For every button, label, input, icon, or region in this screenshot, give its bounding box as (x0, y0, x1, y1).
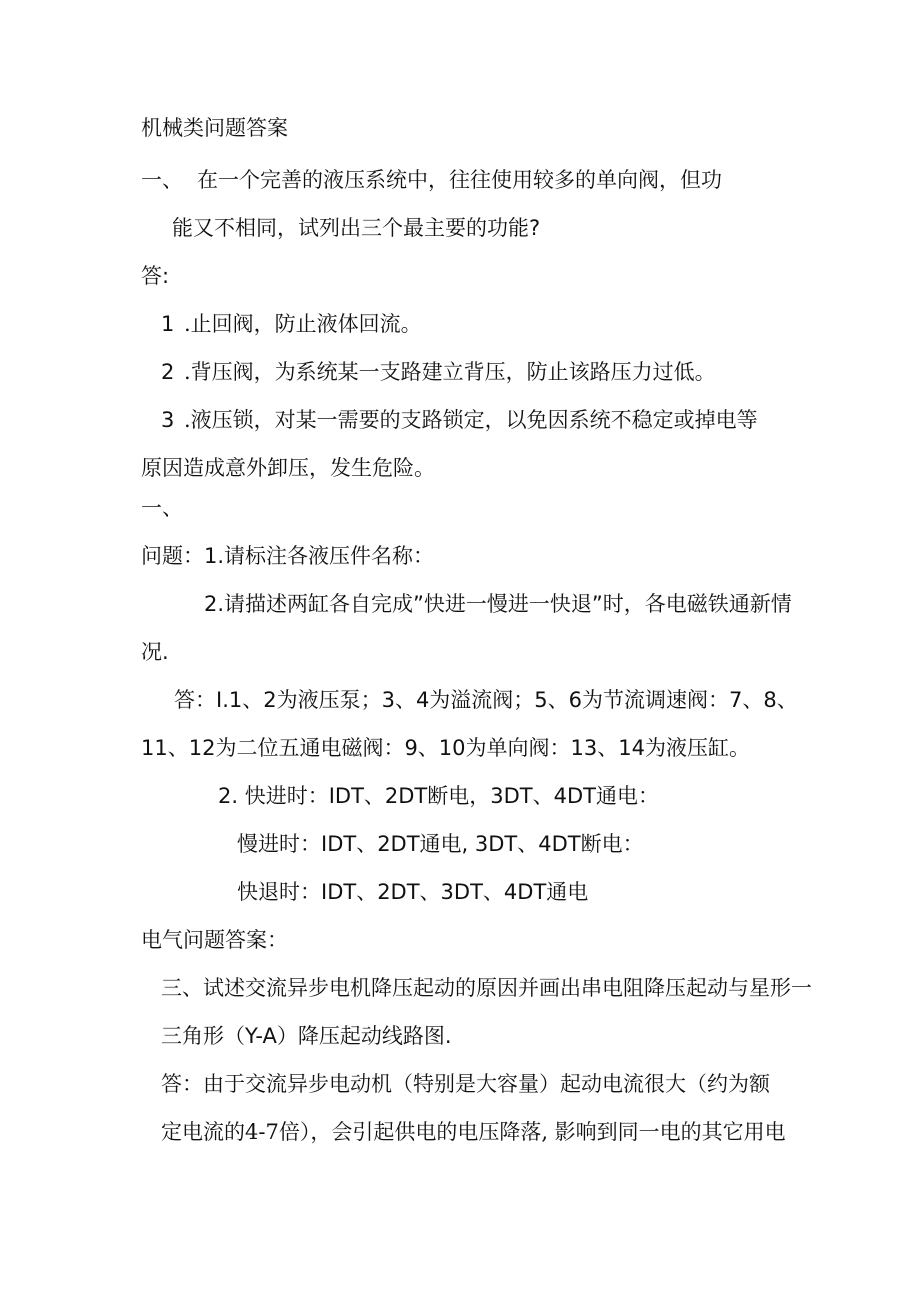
q1-answer-label: 答: (141, 264, 170, 288)
q2-answer-slow-forward: 慢进时：IDT、2DT通电, 3DT、4DT断电： (237, 832, 644, 856)
q1-item3-num: 3 (161, 408, 175, 432)
q1-item3-continuation: 原因造成意外卸压，发生危险。 (141, 456, 435, 480)
q1-item2-num: 2 (161, 360, 175, 384)
q3-answer-line2: 定电流的4-7倍），会引起供电的电压降落, 影响到同一电的其它用电 (161, 1120, 786, 1144)
q1-marker: 一、 (141, 168, 183, 192)
q2-answer-fast-back: 快退时：IDT、2DT、3DT、4DT通电 (237, 880, 589, 904)
q1-item2-text: .背压阀，为系统某一支路建立背压，防止该路压力过低。 (184, 360, 716, 384)
q2-answer-fast-forward: 2. 快进时：IDT、2DT断电，3DT、4DT通电： (218, 784, 659, 808)
mech-section-title: 机械类问题答案 (141, 116, 288, 140)
q2-answer-line2: 11、12为二位五通电磁阀：9、10为单向阀：13、14为液压缸。 (141, 736, 750, 760)
q3-answer-line1: 答：由于交流异步电动机（特别是大容量）起动电流很大（约为额 (161, 1072, 770, 1096)
q1-text-line1: 在一个完善的液压系统中，往往使用较多的单向阀，但功 (197, 168, 722, 192)
q2-line1: 问题：1.请标注各液压件名称： (141, 544, 435, 568)
q2-answer-line1: 答：I.1、2为液压泵；3、4为溢流阀；5、6为节流调速阀：7、8、 (174, 688, 798, 712)
q1-item1-text: .止回阀，防止液体回流。 (184, 312, 422, 336)
elec-section-title: 电气问题答案： (141, 928, 288, 952)
q2-marker: 一、 (141, 496, 183, 520)
q1-text-line2: 能又不相同，试列出三个最主要的功能? (172, 216, 541, 240)
q3-line2: 三角形（Y-A）降压起动线路图. (161, 1024, 452, 1048)
q3-line1: 三、试述交流异步电机降压起动的原因并画出串电阻降压起动与星形一 (161, 976, 812, 1000)
q2-line3: 况. (141, 640, 169, 664)
q2-line2: 2.请描述两缸各自完成”快进一慢进一快退”时，各电磁铁通新情 (204, 592, 792, 616)
q1-item3-text: .液压锁，对某一需要的支路锁定，以免因系统不稳定或掉电等 (184, 408, 758, 432)
q1-item1-num: 1 (161, 312, 175, 336)
